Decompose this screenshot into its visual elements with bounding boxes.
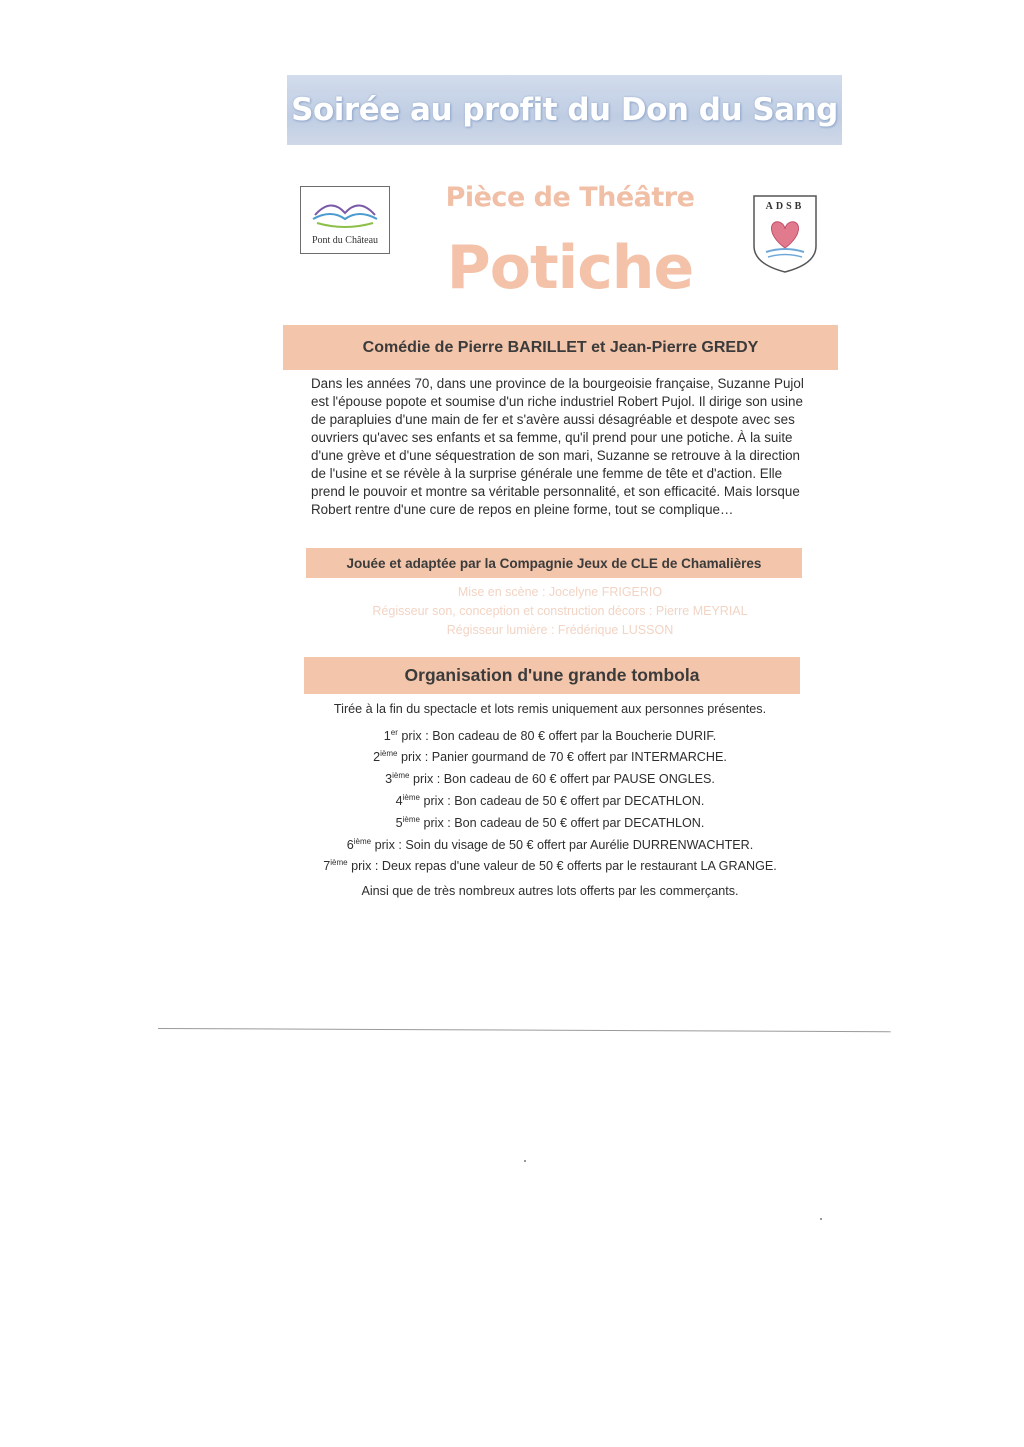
bridge-icon: [301, 187, 389, 237]
prize-item: 2ième prix : Panier gourmand de 70 € offert par INTERMARCHE.: [373, 749, 727, 765]
logo-right-label: ADSB: [765, 201, 805, 212]
prize-item: 4ième prix : Bon cadeau de 50 € offert par DECATHLON.: [395, 792, 705, 809]
credit-line: Régisseur son, conception et construction décors : Pierre MEYRIAL: [372, 604, 748, 618]
prize-list: [300, 700, 800, 901]
prize-item: 7ième prix : Deux repas d'une valeur de 50 € offerts par le restaurant LA GRANGE.: [323, 858, 777, 874]
banner-title: Soirée au profit du Don du Sang: [291, 92, 838, 128]
company-text: Jouée et adaptée par la Compagnie Jeux de CLE de Chamalières: [346, 555, 762, 571]
tombola-bar: [304, 657, 800, 694]
prize-item: 3ième prix : Bon cadeau de 60 € offert par PAUSE ONGLES.: [385, 771, 715, 787]
company-bar: [306, 548, 802, 578]
title-banner: [287, 75, 842, 145]
credits-list: [330, 583, 790, 640]
scan-edge-line: [158, 1028, 891, 1032]
prize-item: 6ième prix : Soin du visage de 50 € offert par Aurélie DURRENWACHTER.: [346, 836, 754, 852]
credit-line: Mise en scène : Jocelyne FRIGERIO: [457, 585, 663, 599]
tombola-intro: Tirée à la fin du spectacle et lots remis uniquement aux personnes présentes.: [333, 702, 767, 716]
summary-paragraph: Dans les années 70, dans une province de la bourgeoisie française, Suzanne Pujol est l'épouse popote et soumise d'un riche industriel Robert Pujol. Il dirige son usine de parapluies d'une main de fer et s'avère aussi désagréable et despote avec ses ouvriers qu'avec ses enfants et sa femme, qu'il prend pour une potiche. À la suite d'une grève et d'une séquestration de son mari, Suzanne se retrouve à la direction de l'usine et se révèle à la surprise générale une femme de tête et d'action. Elle prend le pouvoir et montre sa véritable personnalité, et son efficacité. Mais lorsque Robert rentre d'une cure de repos en pleine forme, tout se complique…: [311, 376, 804, 517]
pont-du-chateau-logo: [300, 186, 390, 254]
scan-speck: [524, 1160, 526, 1162]
scan-speck: [820, 1218, 822, 1220]
adsb-logo: [752, 194, 818, 274]
authors-bar: [283, 325, 838, 370]
play-title: Potiche: [446, 233, 694, 303]
credit-line: Régisseur lumière : Frédérique LUSSON: [446, 623, 674, 637]
prize-item: 5ième prix : Bon cadeau de 50 € offert par DECATHLON.: [395, 814, 705, 830]
prize-item: 1er prix : Bon cadeau de 80 € offert par la Boucherie DURIF.: [383, 727, 717, 743]
subtitle: Pièce de Théâtre: [445, 182, 695, 213]
tombola-title: Organisation d'une grande tombola: [404, 665, 700, 685]
authors-text: Comédie de Pierre BARILLET et Jean-Pierre GREDY: [362, 338, 759, 356]
logo-left-label: Pont du Château: [311, 235, 379, 246]
tombola-outro: Ainsi que de très nombreux autres lots offerts par les commerçants.: [361, 884, 739, 899]
